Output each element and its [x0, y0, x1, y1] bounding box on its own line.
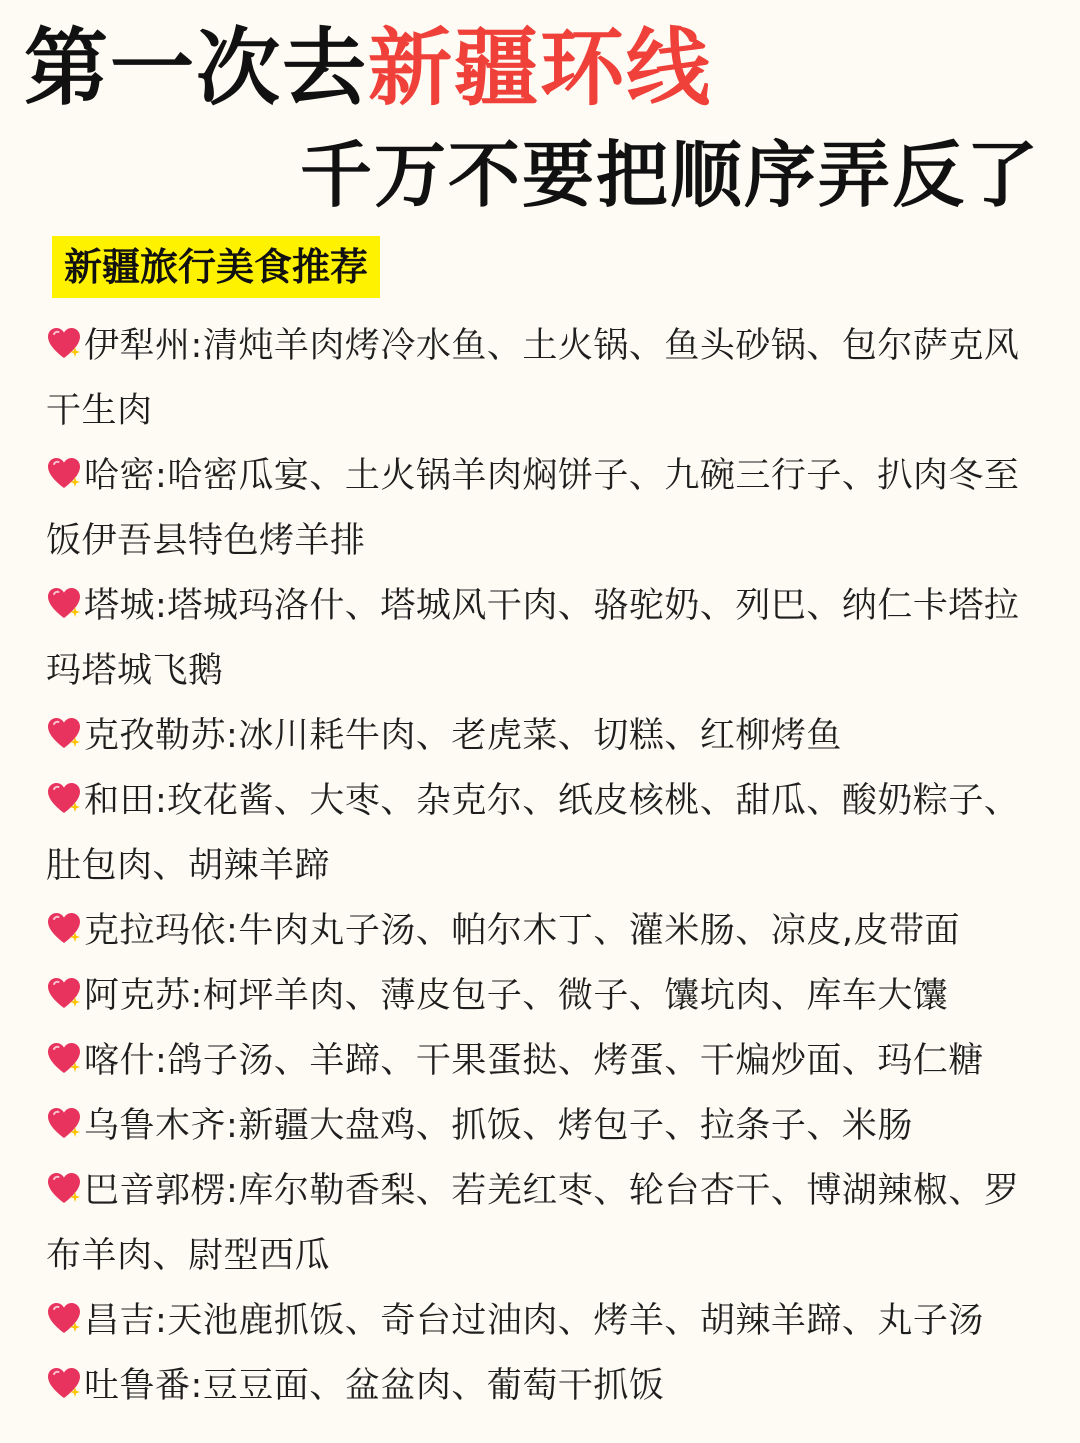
sparkling-heart-icon: [46, 326, 82, 362]
region-name: 伊犁州: [84, 326, 191, 366]
sparkling-heart-icon: [46, 911, 82, 947]
region-name: 阿克苏: [84, 976, 191, 1016]
sparkling-heart-icon: [46, 716, 82, 752]
food-list-text: 塔城玛洛什、塔城风干肉、骆驼奶、列巴、纳仁卡塔拉玛塔城飞鹅: [46, 586, 1020, 691]
food-list-text: 玫花酱、大枣、杂克尔、纸皮核桃、甜瓜、酸奶粽子、肚包肉、胡辣羊蹄: [46, 781, 1020, 886]
food-list-text: 新疆大盘鸡、抓饭、烤包子、拉条子、米肠: [238, 1106, 913, 1146]
food-item: [46, 574, 1046, 704]
separator: :: [155, 781, 168, 821]
sparkling-heart-icon: [46, 1366, 82, 1402]
food-item: [46, 444, 1046, 574]
separator: :: [226, 911, 239, 951]
food-list-text: 豆豆面、盆盆肉、葡萄干抓饭: [202, 1366, 665, 1406]
separator: :: [155, 456, 168, 496]
food-item: [46, 704, 1046, 769]
food-item: [46, 1159, 1046, 1289]
region-name: 哈密: [84, 456, 156, 496]
region-name: 喀什: [84, 1041, 156, 1081]
sparkling-heart-icon: [46, 1106, 82, 1142]
food-item: [46, 314, 1046, 444]
region-name: 昌吉: [84, 1301, 156, 1341]
region-name: 塔城: [84, 586, 156, 626]
sparkling-heart-icon: [46, 1171, 82, 1207]
sparkling-heart-icon: [46, 586, 82, 622]
separator: :: [155, 1301, 168, 1341]
separator: :: [155, 1041, 168, 1081]
page-subtitle: 千万不要把顺序弄反了: [300, 133, 1041, 217]
food-item: [46, 769, 1046, 899]
sparkling-heart-icon: [46, 781, 82, 817]
separator: :: [190, 326, 203, 366]
food-list-text: 柯坪羊肉、薄皮包子、微子、馕坑肉、库车大馕: [202, 976, 949, 1016]
separator: :: [190, 976, 203, 1016]
food-list-text: 牛肉丸子汤、帕尔木丁、灌米肠、凉皮,皮带面: [238, 911, 960, 951]
region-name: 巴音郭楞: [84, 1171, 227, 1211]
region-name: 克拉玛依: [84, 911, 227, 951]
sparkling-heart-icon: [46, 1301, 82, 1337]
food-list-text: 库尔勒香梨、若羌红枣、轮台杏干、博湖辣椒、罗布羊肉、尉型西瓜: [46, 1171, 1020, 1276]
title-prefix: 第一次去: [24, 19, 369, 117]
page-title: [24, 18, 712, 118]
food-item: [46, 1094, 1046, 1159]
region-name: 克孜勒苏: [84, 716, 227, 756]
title-accent: 新疆环线: [368, 19, 713, 117]
separator: :: [190, 1366, 203, 1406]
food-list-text: 天池鹿抓饭、奇台过油肉、烤羊、胡辣羊蹄、丸子汤: [167, 1301, 984, 1341]
separator: :: [226, 716, 239, 756]
region-name: 吐鲁番: [84, 1366, 191, 1406]
sparkling-heart-icon: [46, 976, 82, 1012]
food-list-text: 清炖羊肉烤冷水鱼、土火锅、鱼头砂锅、包尔萨克风干生肉: [46, 326, 1020, 431]
food-list-text: 冰川耗牛肉、老虎菜、切糕、红柳烤鱼: [238, 716, 842, 756]
food-item: [46, 1289, 1046, 1354]
food-list-text: 哈密瓜宴、土火锅羊肉焖饼子、九碗三行子、扒肉冬至饭伊吾县特色烤羊排: [46, 456, 1020, 561]
food-item: [46, 1029, 1046, 1094]
food-list-text: 鸽子汤、羊蹄、干果蛋挞、烤蛋、干煸炒面、玛仁糖: [167, 1041, 984, 1081]
separator: :: [226, 1106, 239, 1146]
region-name: 乌鲁木齐: [84, 1106, 227, 1146]
separator: :: [226, 1171, 239, 1211]
section-tag: 新疆旅行美食推荐: [52, 236, 380, 298]
food-item: [46, 964, 1046, 1029]
food-item: [46, 899, 1046, 964]
separator: :: [155, 586, 168, 626]
food-list: [46, 314, 1046, 1419]
food-item: [46, 1354, 1046, 1419]
sparkling-heart-icon: [46, 456, 82, 492]
region-name: 和田: [84, 781, 156, 821]
sparkling-heart-icon: [46, 1041, 82, 1077]
